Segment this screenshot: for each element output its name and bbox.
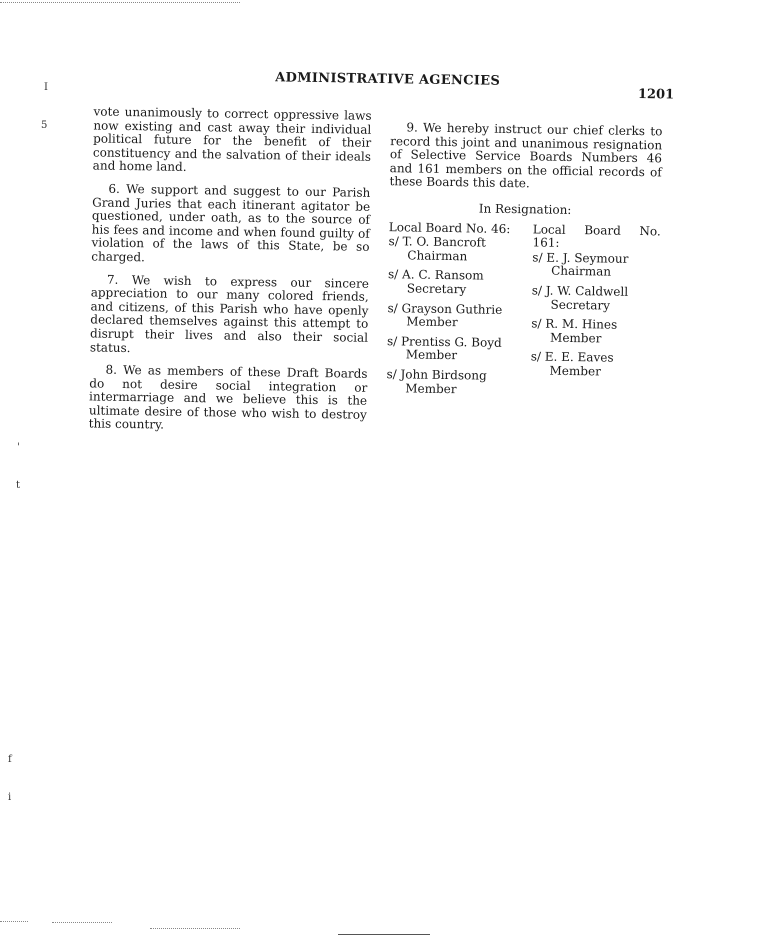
paragraph-6: 6. We support and suggest to our Parish Grand Juries that each itinerant agitator be questioned, under oath, as to the source of his fees and income and when found guilty of violation of the laws of this State, be so charged. [91, 181, 371, 265]
paragraph-8: 8. We as members of these Draft Boards do not desire social integration or intermarriage and we believe this is the ultimate desire of those who wish to destroy this country. [88, 362, 368, 433]
signer-name: s/ Prentiss G. Boyd [386, 333, 502, 350]
page-number: 1201 [637, 87, 675, 103]
signer-title: Member [549, 330, 602, 346]
margin-mark: 5 [41, 120, 48, 131]
signer-name: s/ J. W. Caldwell [531, 283, 629, 299]
in-resignation-heading: In Resignation: [478, 201, 572, 217]
signer-title: Member [405, 380, 457, 396]
signer-name: s/ T. O. Bancroft [388, 234, 486, 250]
paragraph-9: 9. We hereby instruct our chief clerks to record this joint and unanimous resignation of Selective Service Boards Numbers 46 and 161 members on the official records of these Boards this date. [389, 120, 663, 191]
right-column [386, 121, 662, 405]
signer-name: s/ E. J. Seymour [532, 250, 629, 266]
bottom-scan-edge [150, 928, 240, 929]
running-header: ADMINISTRATIVE AGENCIES [275, 70, 501, 89]
margin-mark: f [8, 754, 12, 765]
bottom-scan-edge [0, 921, 28, 922]
bottom-scan-edge [338, 934, 430, 935]
signature [387, 302, 515, 331]
signer-name: s/ John Birdsong [386, 366, 487, 383]
signature [532, 251, 660, 280]
board-heading: Local Board No. 161: [532, 221, 661, 250]
margin-mark: t [16, 480, 21, 491]
signer-name: s/ Grayson Guthrie [387, 300, 503, 317]
signer-title: Secretary [406, 281, 467, 297]
signature [388, 235, 516, 264]
signature [387, 335, 515, 364]
signer-title: Secretary [550, 297, 611, 313]
signer-title: Member [406, 314, 458, 330]
margin-mark: ' [17, 442, 20, 453]
signer-name: s/ A. C. Ransom [387, 267, 484, 283]
bottom-scan-edge [52, 922, 112, 923]
signer-title: Chairman [551, 264, 612, 279]
signer-title: Chairman [407, 248, 468, 264]
signature [530, 351, 658, 380]
signature [388, 268, 516, 297]
paragraph-7: 7. We wish to express our sincere appreciation to our many colored friends, and citizens, of this Parish who have openly declared themselves against this attempt to disrupt their lives and also their social status. [89, 272, 370, 355]
board-161-block [530, 223, 661, 406]
margin-mark: I [44, 82, 48, 93]
signature [386, 368, 514, 397]
board-heading: Local Board No. 46: [388, 219, 511, 236]
signature [531, 317, 659, 346]
board-46-block [386, 221, 517, 404]
signer-title: Member [549, 363, 601, 379]
signer-name: s/ E. E. Eaves [530, 349, 614, 365]
signature [532, 284, 660, 313]
top-scan-edge [0, 2, 240, 3]
signer-name: s/ R. M. Hines [531, 316, 618, 332]
margin-mark: i [8, 792, 12, 803]
signature-blocks [386, 221, 661, 406]
signer-title: Member [405, 347, 458, 363]
paragraph-continuation: vote unanimously to correct oppressive laws now existing and cast away their individual political future for the benefit of their constituency and the salvation of their ideals and home land. [92, 104, 372, 175]
left-column [88, 105, 371, 444]
